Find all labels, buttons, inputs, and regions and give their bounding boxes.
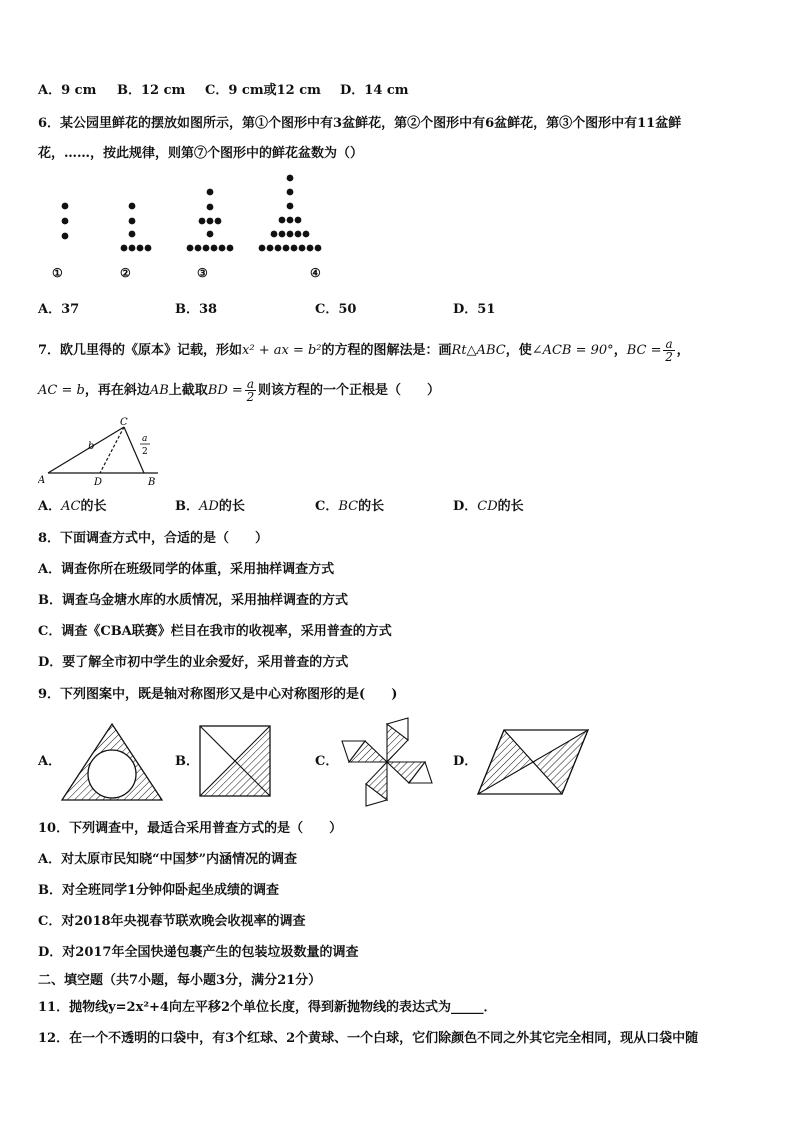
- q9-label-a: A．: [38, 754, 62, 769]
- q6-stem-line1: 6．某公园里鲜花的摆放如图所示，第①个图形中有3盆鲜花，第②个图形中有6盆鲜花，第③个图形中有11盆鲜: [38, 116, 682, 131]
- q10-option-c: C．对2018年央视春节联欢晚会收视率的调查: [38, 914, 306, 929]
- q7-option-b: B．AD的长: [175, 499, 245, 514]
- q8-option-d: D．要了解全市初中学生的业余爱好，采用普查的方式: [38, 655, 349, 670]
- q7-fraction-a-over-2: $\frac{a}{2}$: [665, 337, 673, 364]
- q9-label-c: C．: [315, 754, 339, 769]
- q7-fig-label-c: C: [120, 417, 128, 428]
- q5-option-b: B．12 cm: [117, 83, 186, 98]
- q7-fig-label-side-a: a: [142, 434, 148, 444]
- q5-option-a: A．9 cm: [38, 83, 97, 98]
- q7-option-c: C．BC的长: [315, 499, 385, 514]
- q6-label-2: ②: [120, 266, 131, 280]
- q6-flower-figure: [40, 170, 380, 290]
- q7-fig-label-d: D: [94, 477, 103, 487]
- q11-stem: 11．抛物线y=2x²+4向左平移2个单位长度，得到新抛物线的表达式为_____．: [38, 1000, 497, 1015]
- q6-label-4: ④: [310, 266, 321, 280]
- q7-stem-line1: 7．欧几里得的《原本》记载，形如x² + ax = b²的方程的图解法是：画Rt△ABC，使∠ACB = 90°，BC = $\frac{a}{2}$ ，: [38, 337, 690, 364]
- q9-stem: 9．下列图案中，既是轴对称图形又是中心对称图形的是( ): [38, 687, 398, 702]
- q10-option-b: B．对全班同学1分钟仰卧起坐成绩的调查: [38, 883, 280, 898]
- q8-stem: 8．下面调查方式中，合适的是（ ）: [38, 531, 269, 546]
- q9-figure-d-parallelogram: [476, 728, 590, 796]
- q8-option-a: A．调查你所在班级同学的体重，采用抽样调查方式: [38, 562, 335, 577]
- q7-fraction-a-over-2-bd: $\frac{a}{2}$: [246, 377, 255, 404]
- q7-option-d: D．CD的长: [453, 499, 524, 514]
- q9-label-d: D．: [453, 754, 478, 769]
- q7-option-a: A．AC的长: [38, 499, 107, 514]
- q7-fig-label-side-b: b: [88, 441, 95, 452]
- q9-figure-c-pinwheel: [340, 716, 435, 808]
- q9-label-b: B．: [175, 754, 199, 769]
- q6-label-3: ③: [197, 266, 208, 280]
- q5-option-c: C．9 cm或12 cm: [205, 83, 321, 98]
- q9-figure-a-triangle-circle: [60, 722, 165, 804]
- q7-triangle-figure: [38, 415, 168, 487]
- section-fill-in-heading: 二、填空题（共7小题，每小题3分，满分21分）: [38, 973, 322, 988]
- q7-fig-label-side-2: 2: [142, 447, 148, 457]
- q6-option-b: B．38: [175, 302, 218, 317]
- q8-option-b: B．调查乌金塘水库的水质情况，采用抽样调查的方式: [38, 593, 348, 608]
- q10-stem: 10．下列调查中，最适合采用普查方式的是（ ）: [38, 821, 343, 836]
- q5-option-d: D．14 cm: [340, 83, 409, 98]
- q10-option-a: A．对太原市民知晓“中国梦”内涵情况的调查: [38, 852, 298, 867]
- q10-option-d: D．对2017年全国快递包裹产生的包装垃圾数量的调查: [38, 945, 359, 960]
- q6-option-c: C．50: [315, 302, 357, 317]
- q7-stem-line2: AC = b，再在斜边AB上截取BD = $\frac{a}{2}$ 则该方程的一个正根是（ ）: [38, 377, 440, 404]
- q8-option-c: C．调查《CBA联赛》栏目在我市的收视率，采用普查的方式: [38, 624, 392, 639]
- q7-fig-label-a: A: [38, 475, 46, 486]
- q6-label-1: ①: [52, 266, 63, 280]
- q6-option-a: A．37: [38, 302, 80, 317]
- q6-option-d: D．51: [453, 302, 496, 317]
- q6-stem-line2: 花，……，按此规律，则第⑦个图形中的鲜花盆数为（）: [38, 146, 364, 161]
- q9-figure-b-square: [198, 724, 272, 798]
- q12-stem: 12．在一个不透明的口袋中，有3个红球、2个黄球、一个白球，它们除颜色不同之外其它完全相同，现从口袋中随: [38, 1031, 699, 1046]
- q7-fig-label-b: B: [148, 477, 156, 487]
